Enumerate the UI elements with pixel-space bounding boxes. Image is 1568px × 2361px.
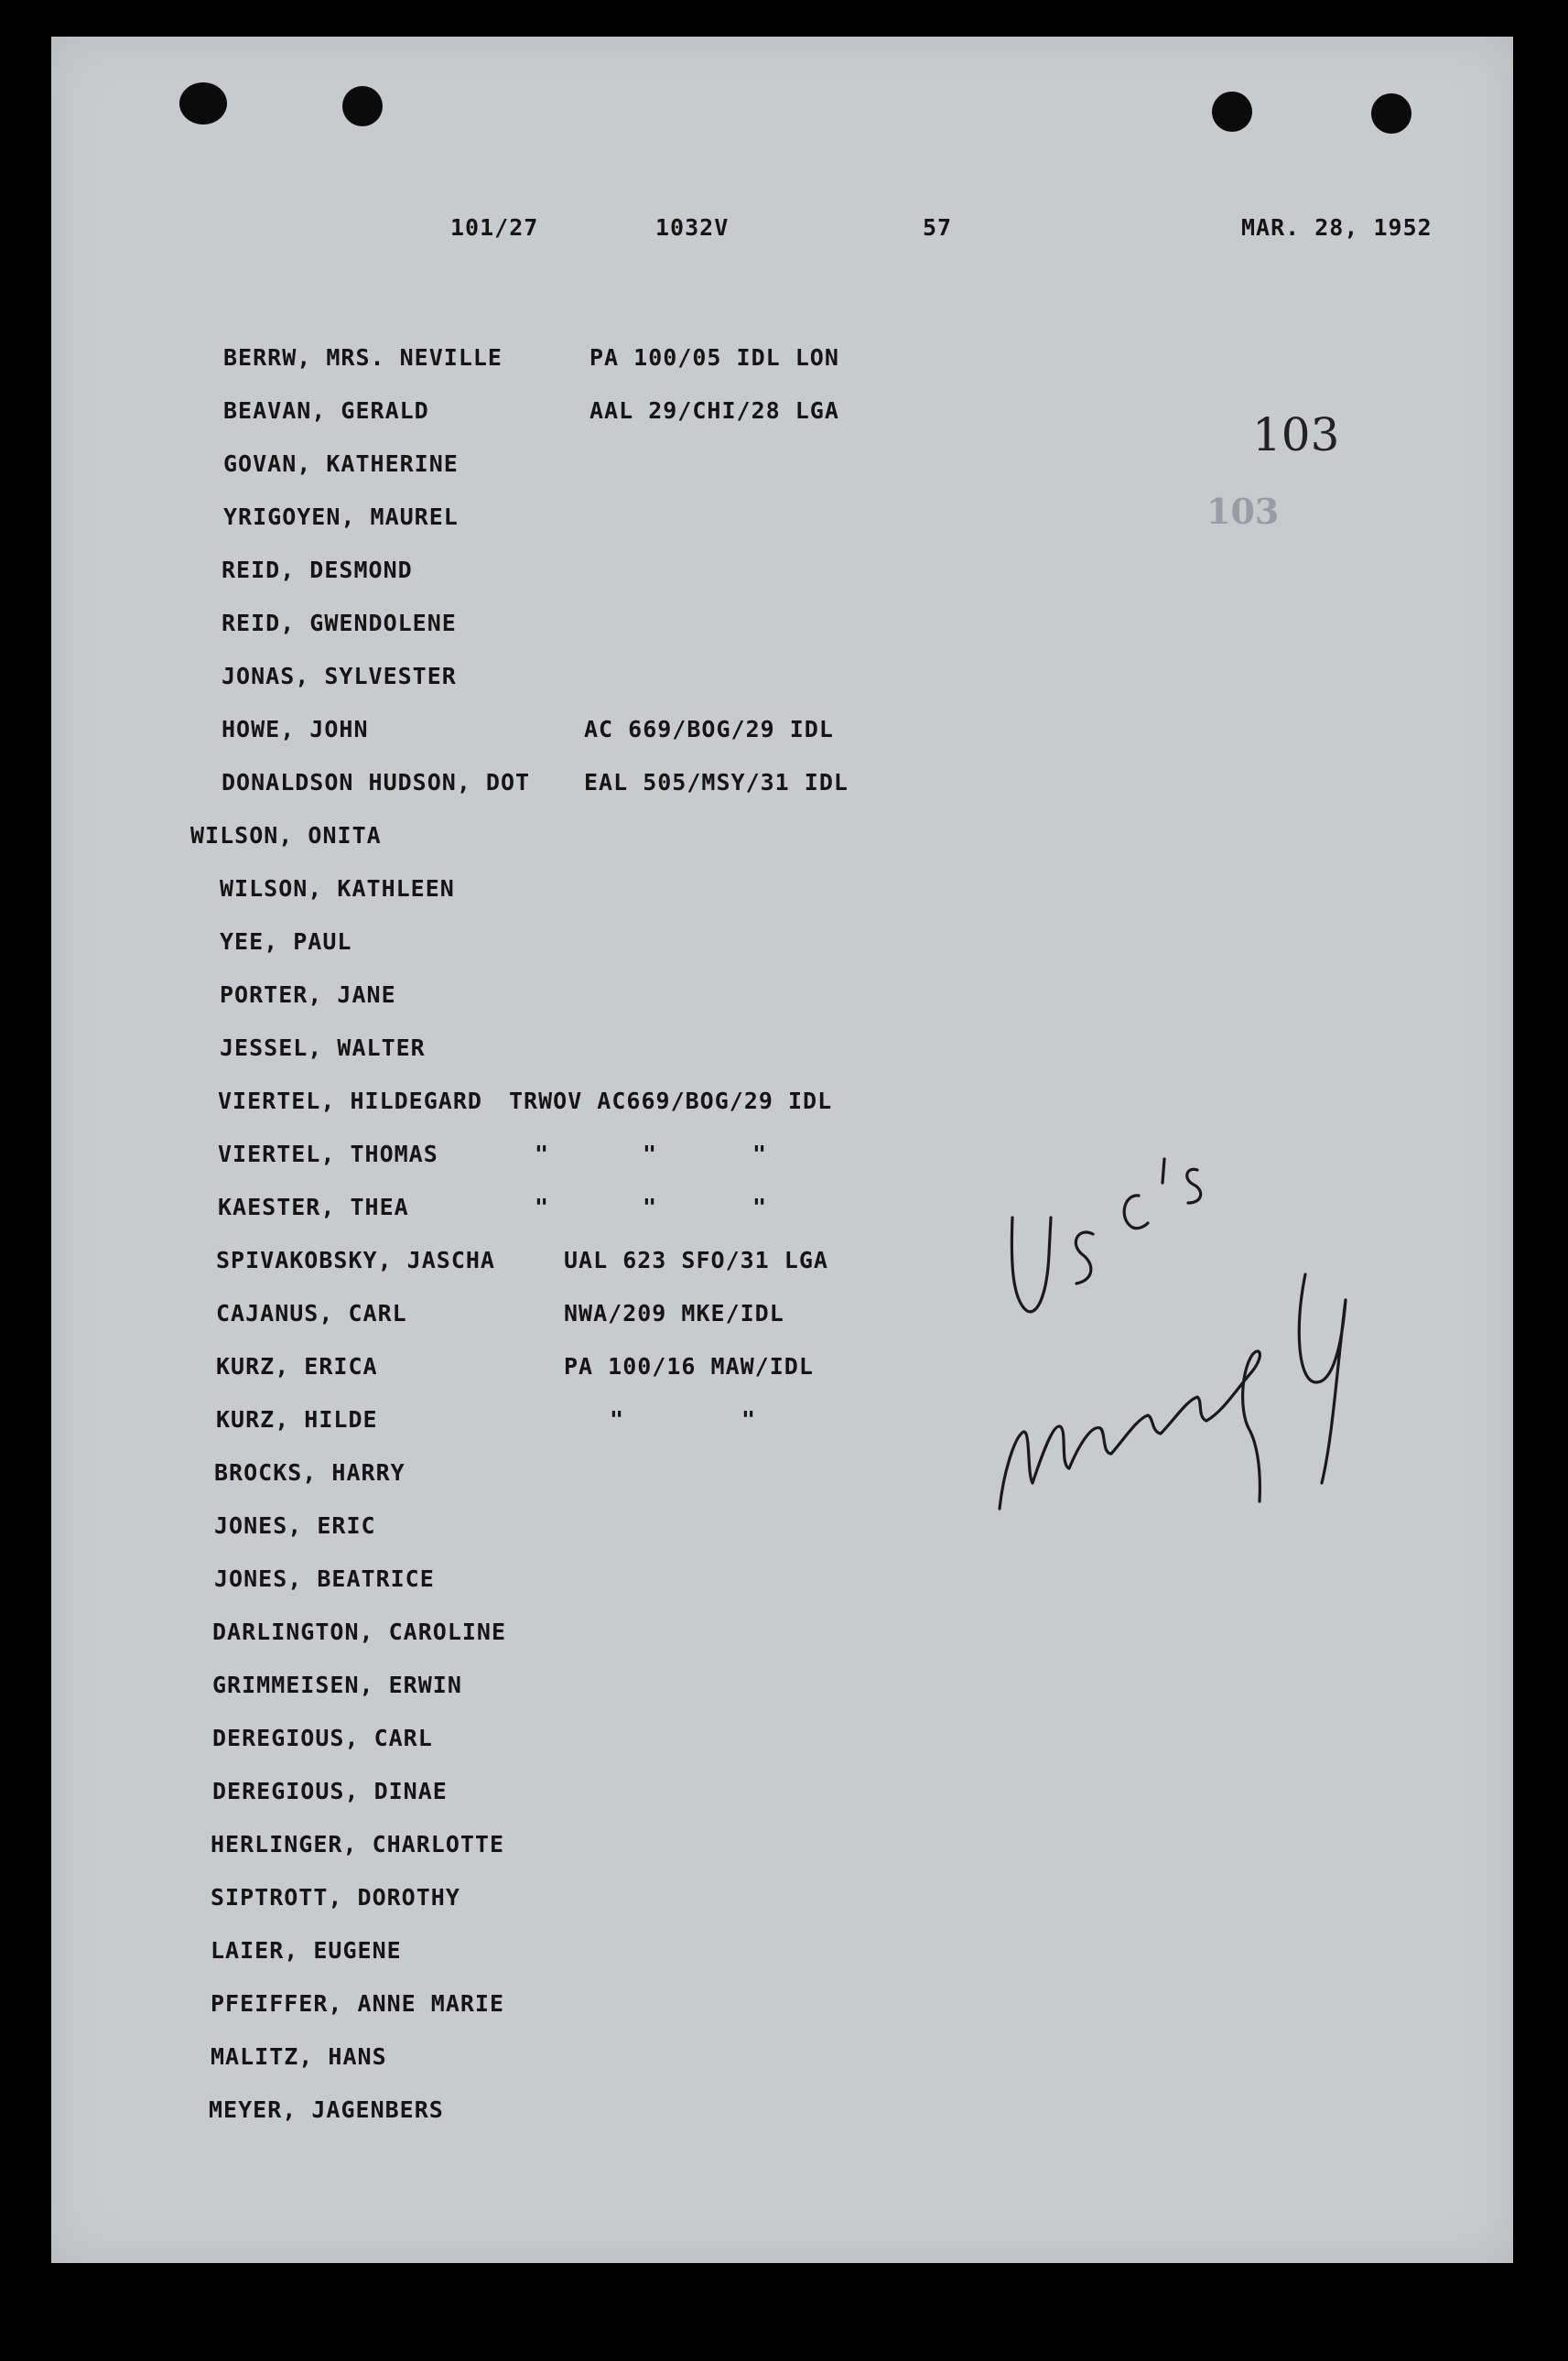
list-item-name: REID, GWENDOLENE [222, 610, 457, 636]
list-item-name: JESSEL, WALTER [220, 1034, 426, 1061]
list-item-name: REID, DESMOND [222, 557, 413, 583]
header-ref: 101/27 [450, 214, 539, 241]
punch-hole-4 [1371, 93, 1411, 134]
list-item-flight: UAL 623 SFO/31 LGA [564, 1247, 828, 1273]
list-item-name: YEE, PAUL [220, 928, 352, 955]
punch-hole-1 [179, 82, 227, 125]
list-item-name: YRIGOYEN, MAUREL [223, 504, 459, 530]
list-item-name: JONES, BEATRICE [214, 1565, 435, 1592]
ditto-mark: " [610, 1406, 624, 1433]
list-item-name: JONES, ERIC [214, 1512, 376, 1539]
list-item-name: WILSON, ONITA [190, 822, 382, 849]
list-item-name: DEREGIOUS, DINAE [212, 1778, 448, 1804]
header-page-number: 57 [923, 214, 953, 241]
document-page [51, 37, 1513, 2263]
list-item-name: CAJANUS, CARL [216, 1300, 407, 1327]
ditto-mark: " [643, 1141, 657, 1167]
list-item-flight: NWA/209 MKE/IDL [564, 1300, 784, 1327]
list-item-flight: AC 669/BOG/29 IDL [584, 716, 834, 742]
list-item-flight: AAL 29/CHI/28 LGA [589, 397, 839, 424]
list-item-name: PFEIFFER, ANNE MARIE [211, 1990, 505, 2017]
list-item-name: KURZ, HILDE [216, 1406, 378, 1433]
list-item-name: BERRW, MRS. NEVILLE [223, 344, 503, 371]
header-code: 1032V [655, 214, 730, 241]
ditto-mark: " [752, 1141, 767, 1167]
list-item-name: HOWE, JOHN [222, 716, 369, 742]
ditto-mark: " [643, 1194, 657, 1220]
header-date: MAR. 28, 1952 [1241, 214, 1433, 241]
list-item-name: DONALDSON HUDSON, DOT [222, 769, 531, 796]
list-item-name: BEAVAN, GERALD [223, 397, 429, 424]
list-item-flight: EAL 505/MSY/31 IDL [584, 769, 849, 796]
list-item-name: WILSON, KATHLEEN [220, 875, 455, 902]
list-item-name: KAESTER, THEA [218, 1194, 409, 1220]
list-item-name: DEREGIOUS, CARL [212, 1725, 433, 1751]
list-item-name: MALITZ, HANS [211, 2043, 387, 2070]
list-item-name: KURZ, ERICA [216, 1353, 378, 1380]
list-item-name: DARLINGTON, CAROLINE [212, 1619, 507, 1645]
list-item-flight: TRWOV AC669/BOG/29 IDL [509, 1088, 833, 1114]
list-item-name: VIERTEL, HILDEGARD [218, 1088, 482, 1114]
list-item-name: BROCKS, HARRY [214, 1459, 406, 1486]
list-item-name: VIERTEL, THOMAS [218, 1141, 438, 1167]
punch-hole-3 [1212, 92, 1252, 132]
list-item-name: GRIMMEISEN, ERWIN [212, 1672, 462, 1698]
list-item-name: LAIER, EUGENE [211, 1937, 402, 1964]
handwritten-annotation [957, 1080, 1379, 1556]
list-item-flight: PA 100/16 MAW/IDL [564, 1353, 814, 1380]
ditto-mark: " [752, 1194, 767, 1220]
list-item-flight: PA 100/05 IDL LON [589, 344, 839, 371]
ditto-mark: " [535, 1141, 549, 1167]
punch-hole-2 [342, 86, 383, 126]
list-item-name: SPIVAKOBSKY, JASCHA [216, 1247, 495, 1273]
stamp-number: 103 [1252, 408, 1340, 461]
ditto-mark: " [741, 1406, 756, 1433]
stamp-number-faint: 103 [1206, 491, 1280, 532]
list-item-name: JONAS, SYLVESTER [222, 663, 457, 689]
list-item-name: PORTER, JANE [220, 981, 396, 1008]
ditto-mark: " [535, 1194, 549, 1220]
list-item-name: MEYER, JAGENBERS [209, 2096, 444, 2123]
list-item-name: GOVAN, KATHERINE [223, 450, 459, 477]
list-item-name: SIPTROTT, DOROTHY [211, 1884, 460, 1911]
list-item-name: HERLINGER, CHARLOTTE [211, 1831, 505, 1857]
